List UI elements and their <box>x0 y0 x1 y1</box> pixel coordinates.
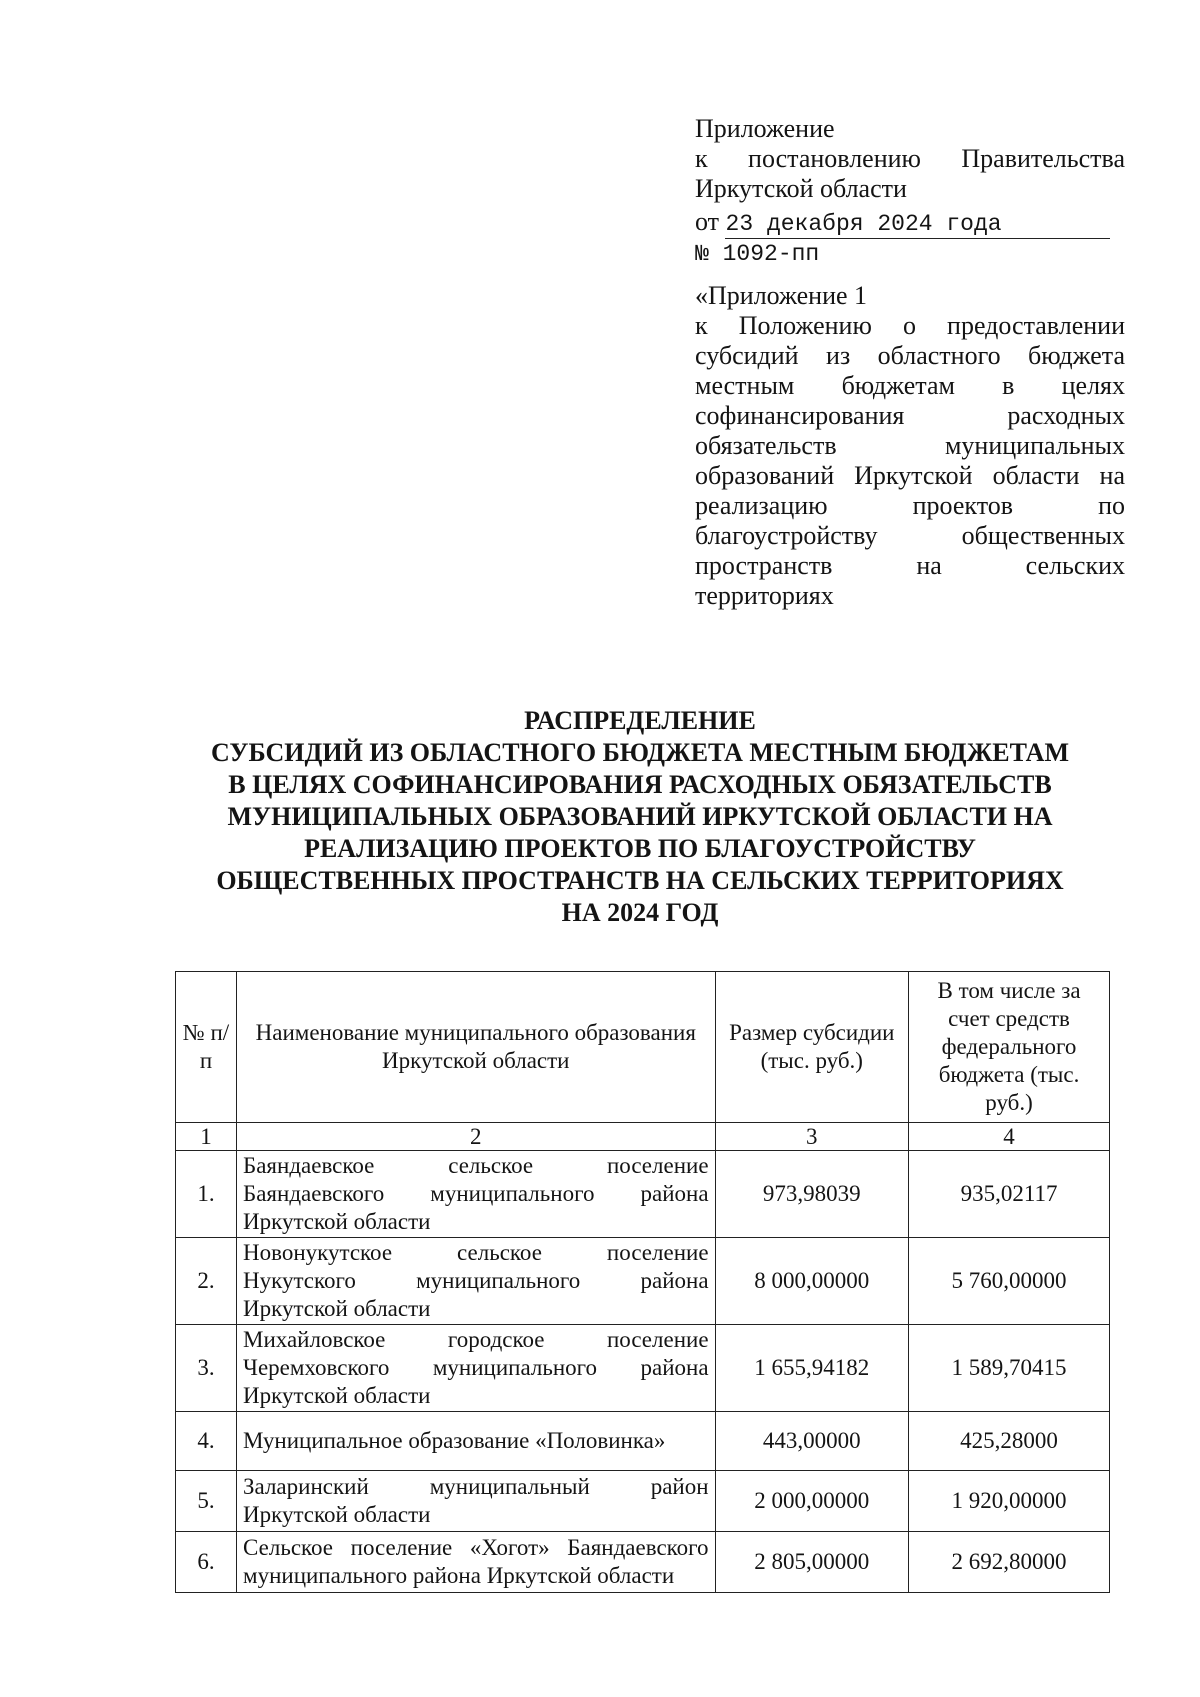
column-number: 1 <box>176 1123 237 1151</box>
row-number: 5. <box>176 1471 237 1532</box>
municipality-name: Заларинский муниципальный район Иркутской области <box>237 1471 716 1532</box>
federal-amount: 1 589,70415 <box>909 1325 1110 1412</box>
row-number: 1. <box>176 1151 237 1238</box>
date-underline <box>725 238 1110 239</box>
title-line: МУНИЦИПАЛЬНЫХ ОБРАЗОВАНИЙ ИРКУТСКОЙ ОБЛАСТИ НА <box>227 802 1053 831</box>
title-line: ОБЩЕСТВЕННЫХ ПРОСТРАНСТВ НА СЕЛЬСКИХ ТЕРРИТОРИЯХ <box>216 866 1064 895</box>
inner-appendix-line: пространств на сельских <box>695 551 1125 580</box>
table-row <box>176 1412 1110 1471</box>
inner-appendix-line: территориях <box>695 581 834 610</box>
subsidy-amount: 2 805,00000 <box>715 1532 909 1593</box>
subsidy-table-wrapper <box>175 971 1110 1593</box>
appendix-label: Приложение <box>695 114 835 143</box>
date-prefix: от <box>695 207 720 236</box>
table-header-row <box>176 972 1110 1123</box>
inner-appendix-line: к Положению о предоставлении <box>695 311 1125 340</box>
federal-amount: 935,02117 <box>909 1151 1110 1238</box>
column-number: 2 <box>237 1123 716 1151</box>
column-number-row <box>176 1123 1110 1151</box>
header-federal: В том числе за счет средств федерального бюджета (тыс. руб.) <box>909 972 1110 1123</box>
column-number: 3 <box>715 1123 909 1151</box>
header-subsidy: Размер субсидии (тыс. руб.) <box>715 972 909 1123</box>
municipality-name: Новонукутское сельское поселение Нукутского муниципального района Иркутской области <box>237 1238 716 1325</box>
resolution-date-line <box>695 207 1125 239</box>
inner-appendix-line: обязательств муниципальных <box>695 431 1125 460</box>
table-row <box>176 1471 1110 1532</box>
title-line: СУБСИДИЙ ИЗ ОБЛАСТНОГО БЮДЖЕТА МЕСТНЫМ БЮДЖЕТАМ <box>211 738 1069 767</box>
column-number: 4 <box>909 1123 1110 1151</box>
municipality-name: Михайловское городское поселение Черемховского муниципального района Иркутской области <box>237 1325 716 1412</box>
federal-amount: 425,28000 <box>909 1412 1110 1471</box>
table-row <box>176 1325 1110 1412</box>
inner-appendix-line: субсидий из областного бюджета <box>695 341 1125 370</box>
municipality-name: Баяндаевское сельское поселение Баяндаевского муниципального района Иркутской области <box>237 1151 716 1238</box>
region-name: Иркутской области <box>695 174 907 203</box>
municipality-name: Сельское поселение «Хогот» Баяндаевского муниципального района Иркутской области <box>237 1532 716 1593</box>
resolution-reference: к постановлению Правительства <box>695 144 1125 173</box>
table-row <box>176 1238 1110 1325</box>
inner-appendix-line: реализацию проектов по <box>695 491 1125 520</box>
subsidy-amount: 8 000,00000 <box>715 1238 909 1325</box>
table-row <box>176 1532 1110 1593</box>
federal-amount: 2 692,80000 <box>909 1532 1110 1593</box>
inner-appendix-label: «Приложение 1 <box>695 281 868 310</box>
subsidy-amount: 1 655,94182 <box>715 1325 909 1412</box>
title-line: РЕАЛИЗАЦИЮ ПРОЕКТОВ ПО БЛАГОУСТРОЙСТВУ <box>304 834 976 863</box>
subsidy-table <box>175 971 1110 1593</box>
header-name: Наименование муниципального образования Иркутской области <box>237 972 716 1123</box>
resolution-date: 23 декабря 2024 года <box>725 211 1002 237</box>
appendix-header <box>695 114 1125 611</box>
title-line: РАСПРЕДЕЛЕНИЕ <box>524 706 756 735</box>
title-line: НА 2024 ГОД <box>561 898 719 927</box>
header-num: № п/п <box>176 972 237 1123</box>
row-number: 3. <box>176 1325 237 1412</box>
table-row <box>176 1151 1110 1238</box>
inner-appendix-line: местным бюджетам в целях <box>695 371 1125 400</box>
subsidy-amount: 973,98039 <box>715 1151 909 1238</box>
federal-amount: 5 760,00000 <box>909 1238 1110 1325</box>
resolution-number: № 1092-пп <box>695 241 820 267</box>
subsidy-amount: 2 000,00000 <box>715 1471 909 1532</box>
inner-appendix-line: благоустройству общественных <box>695 521 1125 550</box>
title-line: В ЦЕЛЯХ СОФИНАНСИРОВАНИЯ РАСХОДНЫХ ОБЯЗАТЕЛЬСТВ <box>228 770 1052 799</box>
inner-appendix-line: софинансирования расходных <box>695 401 1125 430</box>
row-number: 6. <box>176 1532 237 1593</box>
subsidy-amount: 443,00000 <box>715 1412 909 1471</box>
municipality-name: Муниципальное образование «Половинка» <box>237 1412 716 1471</box>
row-number: 4. <box>176 1412 237 1471</box>
inner-appendix-line: образований Иркутской области на <box>695 461 1125 490</box>
row-number: 2. <box>176 1238 237 1325</box>
document-title <box>170 705 1110 929</box>
federal-amount: 1 920,00000 <box>909 1471 1110 1532</box>
